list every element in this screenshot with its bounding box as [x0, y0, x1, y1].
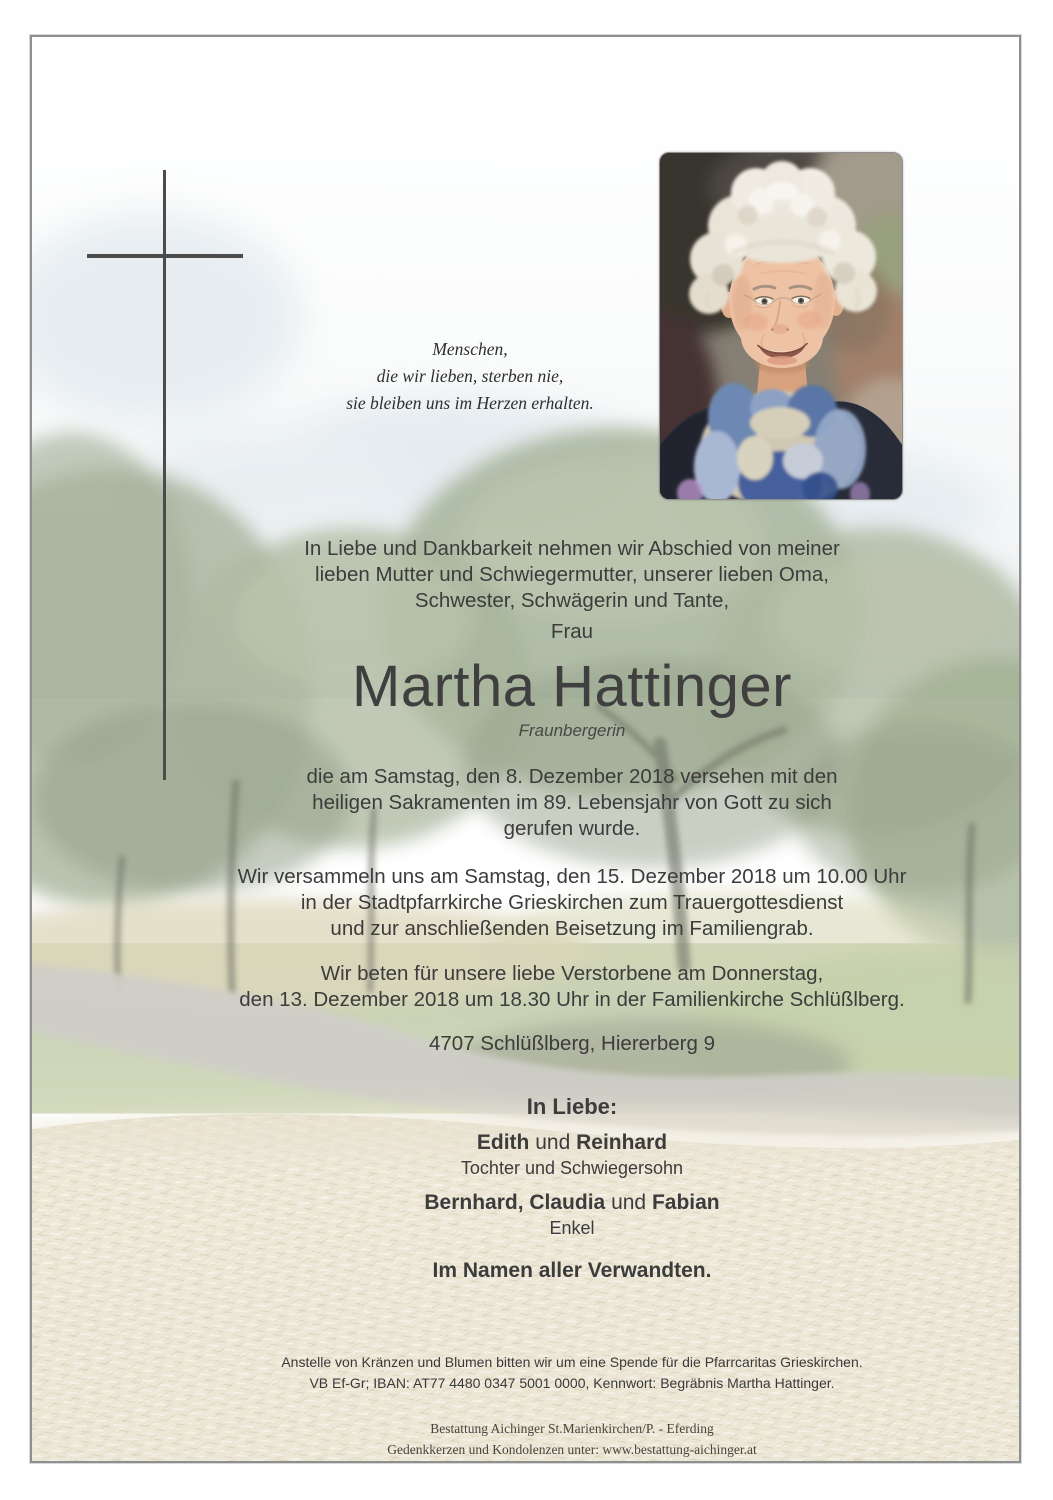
- portrait-photo: [659, 152, 903, 500]
- intro-line: Schwester, Schwägerin und Tante,: [414, 589, 730, 612]
- funeral-line: Wir versammeln uns am Samstag, den 15. Dezember 2018 um 10.00 Uhr: [237, 865, 907, 888]
- passing-paragraph: [142, 764, 1002, 842]
- family-relation: Tochter und Schwiegersohn: [460, 1158, 684, 1178]
- funeral-paragraph: [142, 864, 1002, 942]
- intro-line: In Liebe und Dankbarkeit nehmen wir Abschied von meiner: [304, 537, 840, 560]
- address-line: 4707 Schlüßlberg, Hiererberg 9: [428, 1032, 716, 1055]
- funeral-home-footer: [142, 1419, 1002, 1460]
- family-name: Reinhard: [576, 1131, 668, 1154]
- cross-horizontal-bar: [87, 254, 243, 258]
- donation-line: VB Ef-Gr; IBAN: AT77 4480 0347 5001 0000, Kennwort: Begräbnis Martha Hattinger.: [309, 1375, 835, 1391]
- memorial-quote: [170, 336, 770, 417]
- salutation: Frau: [550, 620, 594, 643]
- passing-line: heiligen Sakramenten im 89. Lebensjahr von Gott zu sich: [312, 791, 832, 814]
- family-conjunction: und: [605, 1191, 652, 1214]
- funeral-line: und zur anschließenden Beisetzung im Familiengrab.: [330, 917, 814, 940]
- footer-line: Bestattung Aichinger St.Marienkirchen/P. - Eferding: [430, 1421, 714, 1436]
- donation-note: [142, 1352, 1002, 1394]
- intro-line: lieben Mutter und Schwiegermutter, unserer lieben Oma,: [315, 563, 829, 586]
- family-entry: [142, 1190, 1002, 1240]
- funeral-line: in der Stadtpfarrkirche Grieskirchen zum Trauergottesdienst: [300, 891, 844, 914]
- quote-line: die wir lieben, sterben nie,: [376, 366, 564, 386]
- family-heading: In Liebe:: [526, 1094, 618, 1119]
- family-relation: Enkel: [549, 1218, 595, 1238]
- footer-line: Gedenkkerzen und Kondolenzen unter: www.bestattung-aichinger.at: [387, 1441, 757, 1457]
- passing-line: gerufen wurde.: [503, 817, 641, 840]
- quote-line: sie bleiben uns im Herzen erhalten.: [346, 393, 594, 413]
- family-conjunction: und: [529, 1131, 577, 1154]
- passing-line: die am Samstag, den 8. Dezember 2018 versehen mit den: [306, 765, 838, 788]
- family-names: [142, 1190, 1002, 1216]
- closing-line: Im Namen aller Verwandten.: [432, 1259, 712, 1282]
- deceased-name: Martha Hattinger: [352, 654, 792, 719]
- deceased-epithet: Fraunbergerin: [518, 721, 626, 740]
- family-name: Bernhard, Claudia: [424, 1191, 606, 1214]
- prayer-paragraph: [142, 961, 1002, 1013]
- family-name: Edith: [476, 1131, 530, 1154]
- portrait-illustration: [660, 153, 902, 499]
- family-name: Fabian: [651, 1191, 720, 1214]
- donation-line: Anstelle von Kränzen und Blumen bitten wir um eine Spende für die Pfarrcaritas Grieskirchen.: [281, 1354, 863, 1370]
- family-names: [142, 1130, 1002, 1156]
- intro-paragraph: [142, 536, 1002, 614]
- quote-line: Menschen,: [432, 339, 508, 359]
- prayer-line: den 13. Dezember 2018 um 18.30 Uhr in der Familienkirche Schlüßlberg.: [239, 988, 905, 1011]
- family-entry: [142, 1130, 1002, 1180]
- prayer-line: Wir beten für unsere liebe Verstorbene am Donnerstag,: [320, 962, 824, 985]
